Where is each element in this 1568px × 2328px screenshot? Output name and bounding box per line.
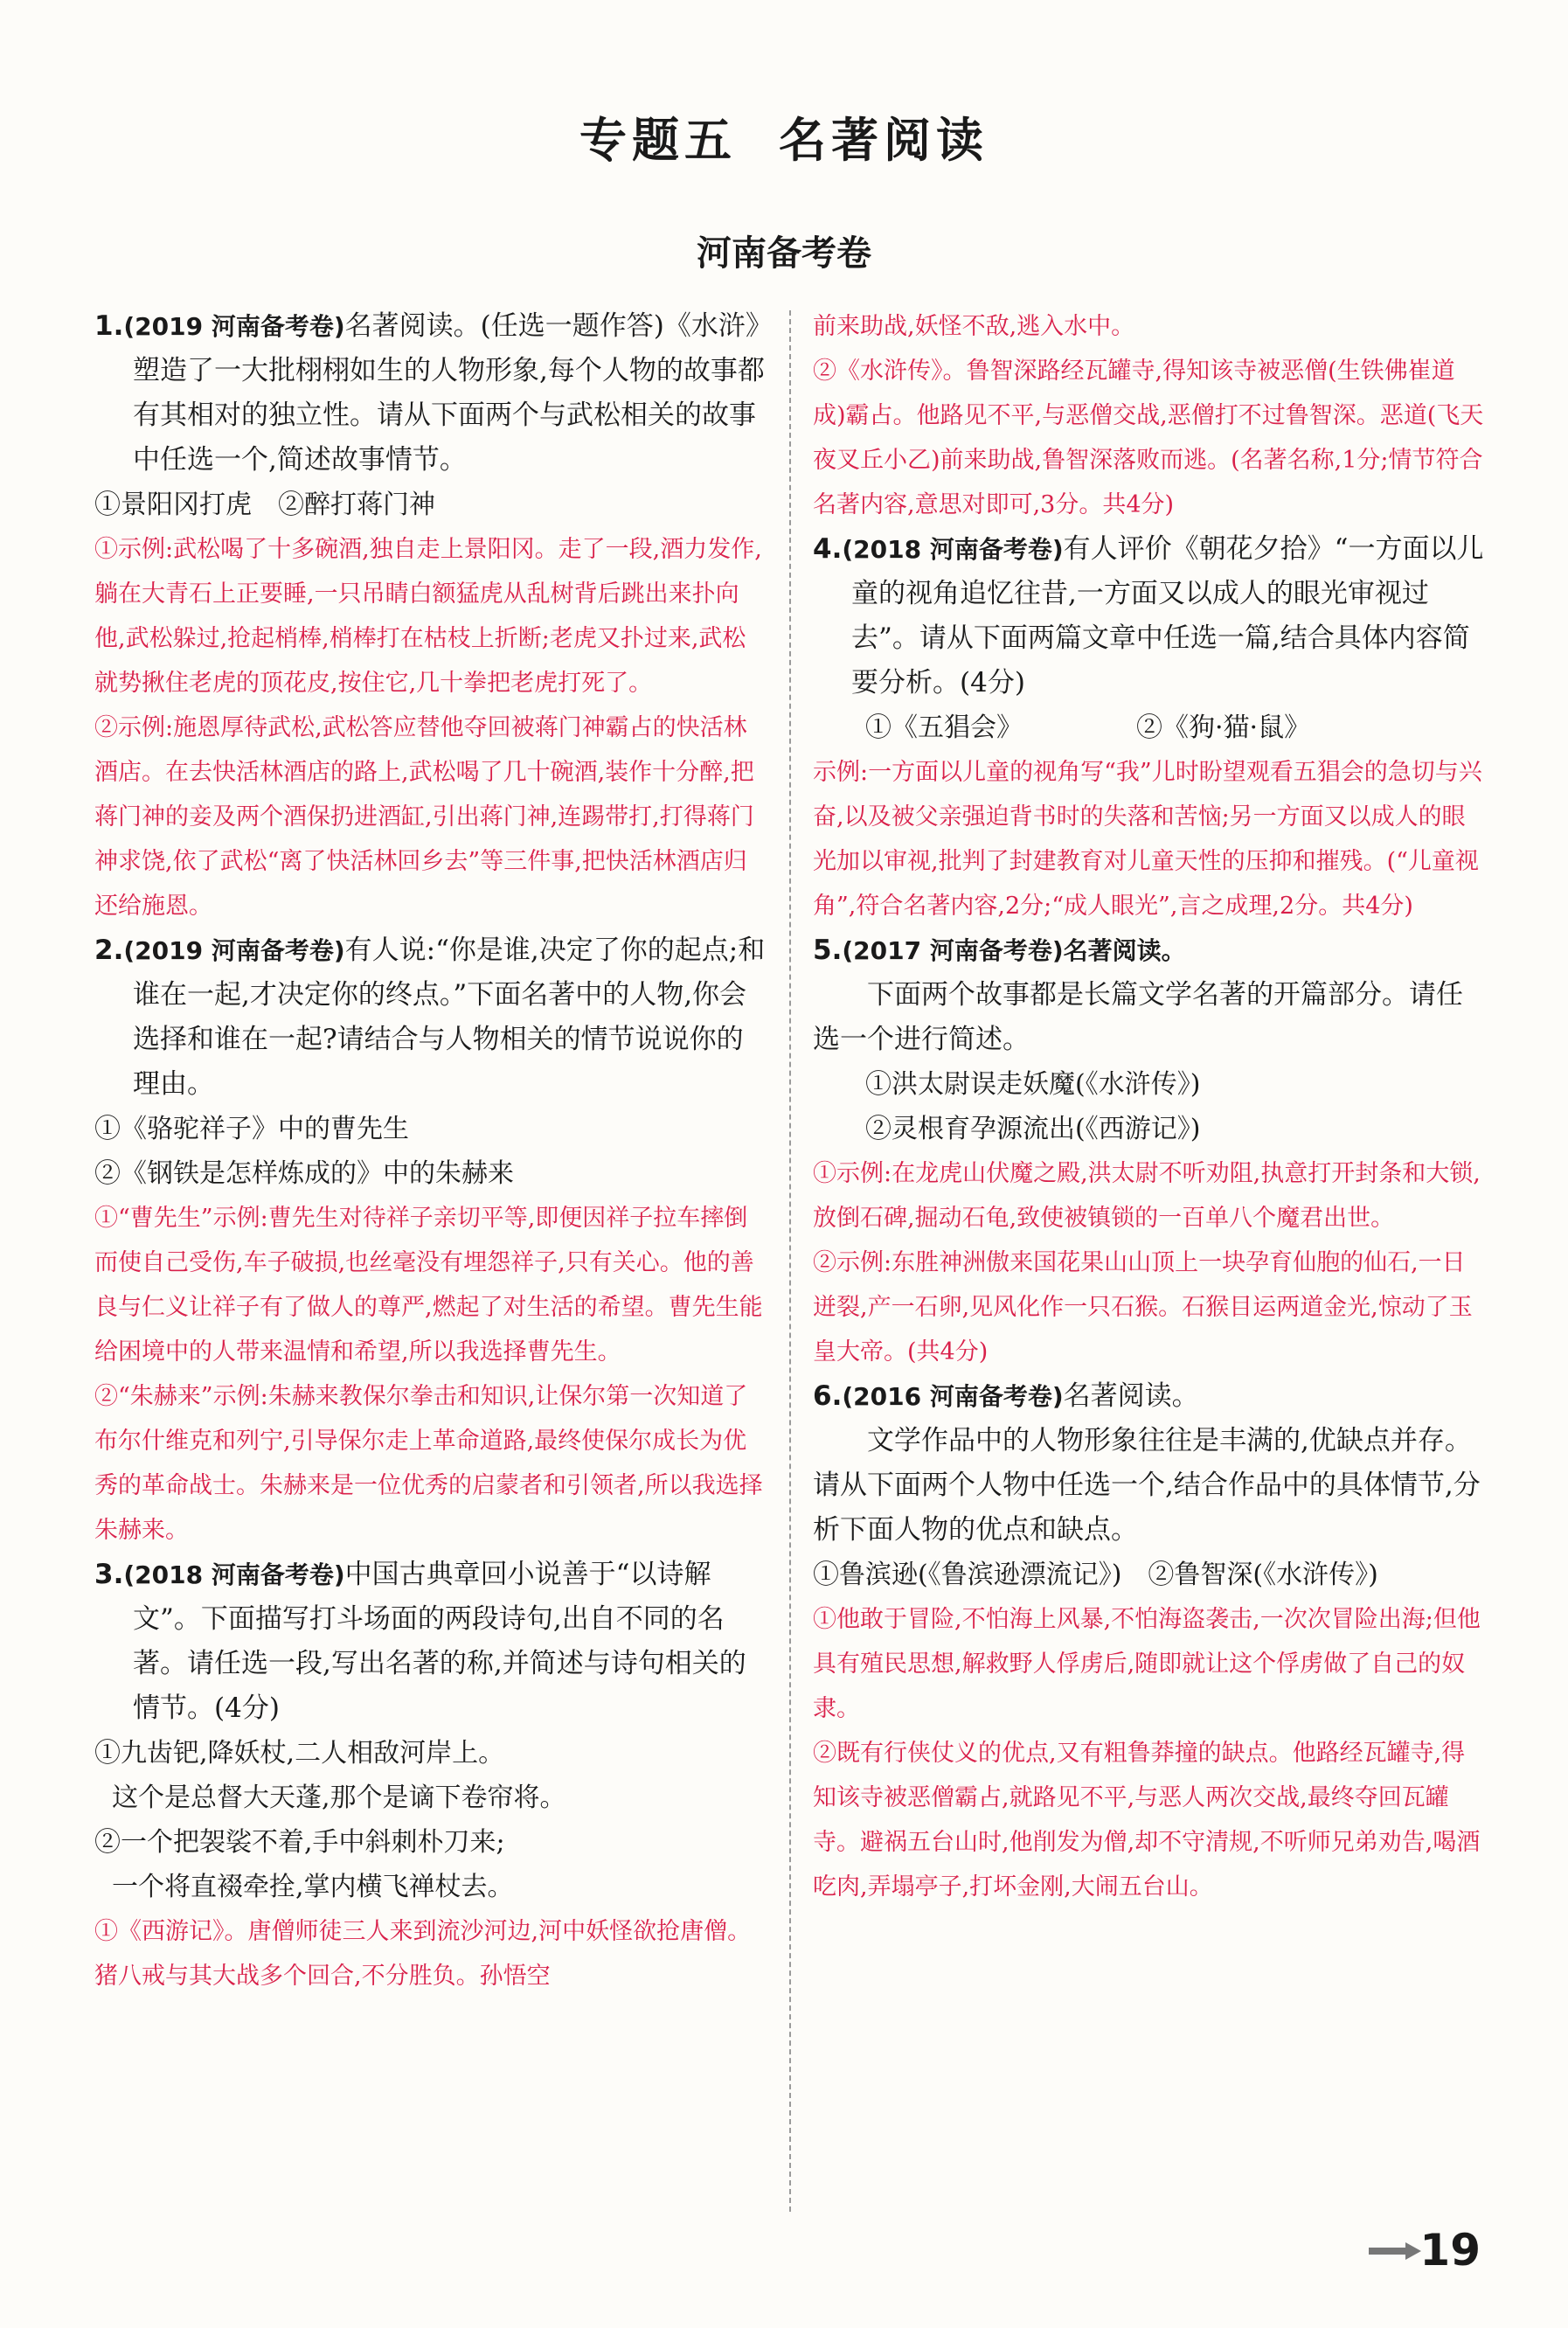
question-5 — [813, 928, 1486, 1374]
answer-text: ①示例:武松喝了十多碗酒,独自走上景阳冈。走了一段,酒力发作,躺在大青石上正要睡,一只吊睛白额猛虎从乱树背后跳出来扑向他,武松躲过,抢起梢棒,梢棒打在枯枝上折断;老虎又扑过来,武松就势揪住老虎的顶花皮,按住它,几十拳把老虎打死了。 — [94, 536, 762, 697]
question-3-prompt — [94, 1553, 767, 1731]
question-number: 3. — [94, 1559, 124, 1590]
question-source: (2018 河南备考卷) — [123, 1560, 345, 1589]
question-6 — [813, 1374, 1486, 1909]
question-option: ①洪太尉误走妖魔(《水浒传》) — [865, 1069, 1201, 1100]
answer-text: ②示例:施恩厚待武松,武松答应替他夺回被蒋门神霸占的快活林酒店。在去快活林酒店的路上,武松喝了几十碗酒,装作十分醉,把蒋门神的妾及两个酒保扔进酒缸,引出蒋门神,连踢带打,打得蒋门神求饶,依了武松“离了快活林回乡去”等三件事,把快活林酒店归还给施恩。 — [94, 714, 754, 920]
question-1-prompt — [94, 304, 767, 483]
question-text: 名著阅读。(任选一题作答)《水浒》塑造了一大批栩栩如生的人物形象,每个人物的故事都有其相对的独立性。请从下面两个与武松相关的故事中任选一个,简述故事情节。 — [133, 310, 765, 476]
answer-text: 示例:一方面以儿童的视角写“我”儿时盼望观看五猖会的急切与兴奋,以及被父亲强迫背书时的失落和苦恼;另一方面又以成人的眼光加以审视,批判了封建教育对儿童天性的压抑和摧残。(“儿童视角”,符合名著内容,2分;“成人眼光”,言之成理,2分。共4分) — [813, 759, 1482, 920]
question-text: 文学作品中的人物形象往往是丰满的,优缺点并存。请从下面两个人物中任选一个,结合作品中的具体情节,分析下面人物的优点和缺点。 — [813, 1425, 1481, 1546]
question-text: 中国古典章回小说善于“以诗解文”。下面描写打斗场面的两段诗句,出自不同的名著。请任选一段,写出名著的称,并简述与诗句相关的情节。(4分) — [133, 1559, 746, 1724]
question-number: 2. — [94, 935, 124, 966]
question-5-prompt — [813, 928, 1486, 973]
question-option: ②灵根育孕源流出(《西游记》) — [865, 1114, 1201, 1144]
poem-line: ①九齿钯,降妖杖,二人相敌河岸上。 — [94, 1738, 505, 1769]
answer-text: ①《西游记》。唐僧师徒三人来到流沙河边,河中妖怪欲抢唐僧。猪八戒与其大战多个回合,不分胜负。孙悟空 — [94, 1918, 752, 1990]
question-3 — [94, 1553, 767, 1998]
question-heading: 名著阅读。 — [1063, 936, 1186, 965]
page-number: 19 — [1419, 2225, 1481, 2276]
answer-text: ②既有行侠仗义的优点,又有粗鲁莽撞的缺点。他路经瓦罐寺,得知该寺被恶僧霸占,就路见不平,与恶人两次交战,最终夺回瓦罐寺。避祸五台山时,他削发为僧,却不守清规,不听师兄弟劝告,喝酒吃肉,弄塌亭子,打坏金刚,大闹五台山。 — [813, 1740, 1481, 1901]
question-heading: 名著阅读。 — [1063, 1380, 1199, 1412]
question-4 — [813, 527, 1486, 928]
question-1 — [94, 304, 767, 928]
question-source: (2017 河南备考卷) — [842, 936, 1064, 965]
question-option: ②《狗·猫·鼠》 — [1136, 712, 1311, 743]
answer-text: ①示例:在龙虎山伏魔之殿,洪太尉不听劝阻,执意打开封条和大锁,放倒石碑,掘动石龟,致使被镇锁的一百单八个魔君出世。 — [813, 1160, 1481, 1232]
answer-text: ①他敢于冒险,不怕海上风暴,不怕海盗袭击,一次次冒险出海;但他具有殖民思想,解救野人俘虏后,随即就让这个俘虏做了自己的奴隶。 — [813, 1606, 1481, 1722]
answer-text: ②《水浒传》。鲁智深路经瓦罐寺,得知该寺被恶僧(生铁佛崔道成)霸占。他路见不平,与恶僧交战,恶僧打不过鲁智深。恶道(飞天夜叉丘小乙)前来助战,鲁智深落败而逃。(名著名称,1分;情节符合名著内容,意思对即可,3分。共4分) — [813, 358, 1484, 518]
question-source: (2019 河南备考卷) — [123, 936, 345, 965]
question-source: (2019 河南备考卷) — [123, 312, 345, 341]
right-column — [813, 304, 1486, 1909]
answer-text: ②示例:东胜神洲傲来国花果山山顶上一块孕育仙胞的仙石,一日迸裂,产一石卵,见风化作一只石猴。石猴目运两道金光,惊动了玉皇大帝。(共4分) — [813, 1249, 1473, 1366]
question-option: ②《钢铁是怎样炼成的》中的朱赫来 — [94, 1158, 514, 1189]
title-topic-number: 专题五 — [579, 113, 737, 168]
question-option: ①《五猖会》 — [865, 712, 1023, 743]
question-options: ①鲁滨逊(《鲁滨逊漂流记》) ②鲁智深(《水浒传》) — [813, 1560, 1378, 1590]
question-text: 有人评价《朝花夕拾》“一方面以儿童的视角追忆往昔,一方面又以成人的眼光审视过去”。请从下面两篇文章中任选一篇,结合具体内容简要分析。(4分) — [851, 533, 1484, 698]
question-text: 下面两个故事都是长篇文学名著的开篇部分。请任选一个进行简述。 — [813, 979, 1463, 1055]
question-number: 5. — [813, 935, 843, 966]
question-number: 6. — [813, 1380, 843, 1412]
question-2 — [94, 928, 767, 1553]
arrow-right-icon — [1369, 2242, 1421, 2260]
question-source: (2016 河南备考卷) — [842, 1382, 1064, 1411]
question-option: ①《骆驼祥子》中的曹先生 — [94, 1114, 409, 1144]
answer-text: ②“朱赫来”示例:朱赫来教保尔拳击和知识,让保尔第一次知道了布尔什维克和列宁,引导保尔走上革命道路,最终使保尔成长为优秀的革命战士。朱赫来是一位优秀的启蒙者和引领者,所以我选择朱赫来。 — [94, 1383, 763, 1544]
question-4-prompt — [813, 527, 1486, 705]
question-options — [813, 705, 1486, 750]
poem-line: 这个是总督大天蓬,那个是谪下卷帘将。 — [112, 1782, 566, 1813]
title-topic-name: 名著阅读 — [779, 113, 989, 168]
poem-line: 一个将直裰牵拴,掌内横飞禅杖去。 — [112, 1872, 514, 1902]
question-options: ①景阳冈打虎 ②醉打蒋门神 — [94, 490, 435, 520]
answer-text: ①“曹先生”示例:曹先生对待祥子亲切平等,即便因祥子拉车摔倒而使自己受伤,车子破损,也丝毫没有埋怨祥子,只有关心。他的善良与仁义让祥子有了做人的尊严,燃起了对生活的希望。曹先生能给困境中的人带来温情和希望,所以我选择曹先生。 — [94, 1205, 763, 1366]
answer-text-continued: 前来助战,妖怪不敌,逃入水中。 — [813, 313, 1135, 340]
page-title — [0, 103, 1568, 170]
left-column — [94, 304, 767, 1998]
question-2-prompt — [94, 928, 767, 1107]
question-number: 1. — [94, 310, 124, 342]
question-source: (2018 河南备考卷) — [842, 535, 1064, 564]
poem-line: ②一个把袈裟不着,手中斜刺朴刀来; — [94, 1827, 505, 1858]
column-divider — [789, 310, 791, 2212]
question-text: 有人说:“你是谁,决定了你的起点;和谁在一起,才决定你的终点。”下面名著中的人物,你会选择和谁在一起?请结合与人物相关的情节说说你的理由。 — [133, 935, 766, 1100]
question-number: 4. — [813, 533, 843, 565]
section-subtitle: 河南备考卷 — [697, 233, 871, 274]
question-6-prompt — [813, 1374, 1486, 1419]
